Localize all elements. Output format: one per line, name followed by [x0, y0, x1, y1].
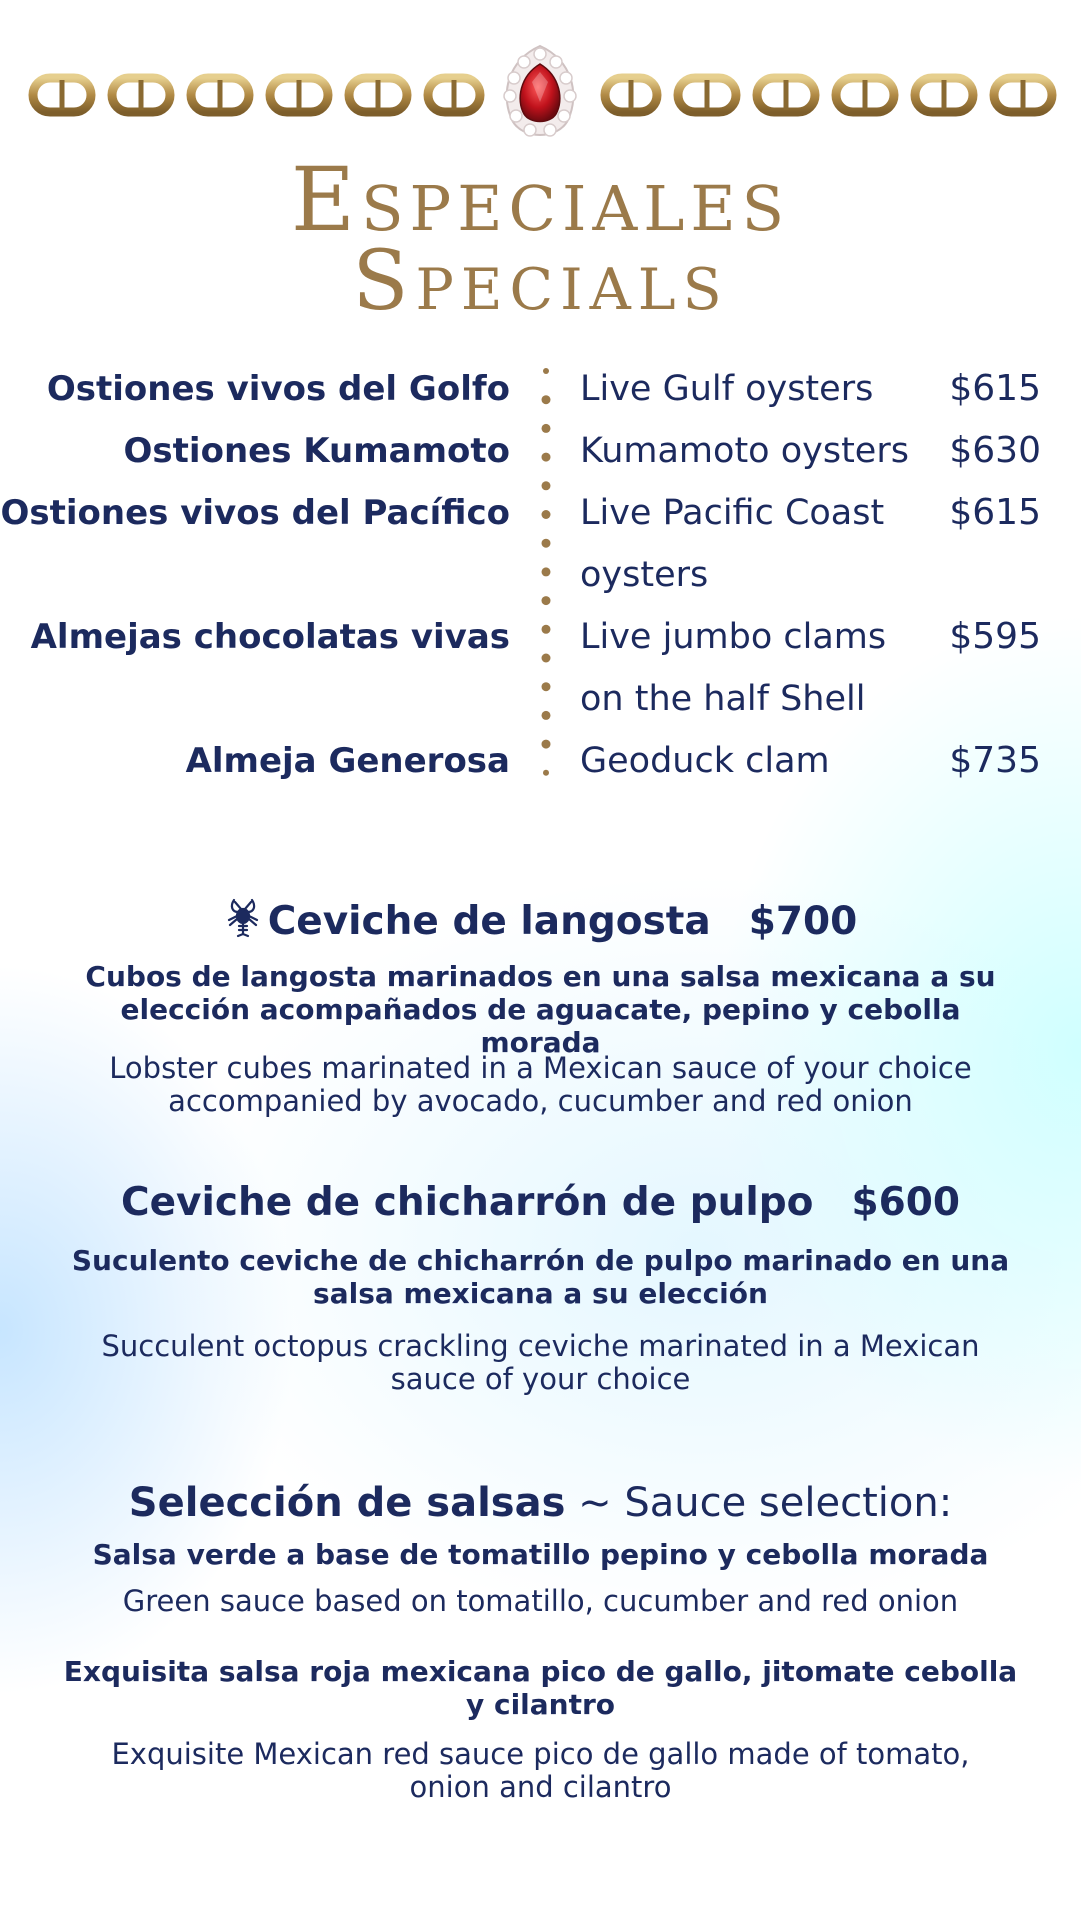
divider-dot	[542, 654, 551, 663]
desc-line: Cubos de langosta marinados en una salsa mexicana a su	[85, 960, 996, 993]
raw-item-en-cont: on the half Shell	[580, 679, 866, 719]
divider-dot	[542, 596, 551, 605]
desc-line: Lobster cubes marinated in a Mexican sauce of your choice	[109, 1051, 972, 1085]
raw-item-es: Ostiones vivos del Pacífico	[0, 493, 510, 533]
dish-desc-es	[60, 960, 1021, 1059]
divider-dot	[542, 740, 551, 749]
raw-item-en: Geoduck clam	[580, 741, 830, 781]
sauce-desc-es	[60, 1538, 1021, 1571]
desc-line: onion and cilantro	[409, 1770, 672, 1804]
divider-dot	[543, 368, 549, 374]
sauce-header-en: Sauce selection:	[624, 1480, 953, 1526]
chain-left-icon	[33, 78, 480, 112]
dish-desc-en	[60, 1330, 1021, 1396]
desc-line: Exquisita salsa roja mexicana pico de gallo, jitomate cebolla	[63, 1655, 1018, 1688]
lobster-icon	[224, 896, 262, 940]
raw-item-price: $615	[949, 368, 1041, 409]
desc-line: salsa mexicana a su elección	[313, 1277, 768, 1310]
raw-item-es: Ostiones Kumamoto	[123, 431, 510, 471]
divider-dot	[542, 682, 551, 691]
raw-item-price: $615	[949, 492, 1041, 533]
ruby-jewel-icon	[504, 46, 576, 136]
page-title-en: Specials	[352, 234, 729, 329]
desc-line: elección acompañados de aguacate, pepino y cebolla morada	[120, 993, 961, 1059]
desc-line: Succulent octopus crackling ceviche marinated in a Mexican	[101, 1329, 980, 1363]
page-title-es: Especiales	[290, 148, 791, 251]
desc-line: Exquisite Mexican red sauce pico de gallo made of tomato,	[111, 1737, 970, 1771]
divider-dot	[543, 770, 549, 776]
desc-line: accompanied by avocado, cucumber and red onion	[168, 1084, 913, 1118]
desc-line: sauce of your choice	[390, 1362, 691, 1396]
sauce-desc-en	[60, 1585, 1021, 1618]
divider-dot	[542, 539, 551, 548]
divider-dot	[542, 510, 551, 519]
desc-line: Green sauce based on tomatillo, cucumber and red onion	[122, 1584, 959, 1618]
dotted-divider	[541, 365, 551, 780]
dish-price: $700	[748, 899, 858, 944]
desc-line: Suculento ceviche de chicharrón de pulpo marinado en una	[71, 1244, 1010, 1277]
sauce-desc-en	[60, 1738, 1021, 1804]
raw-item-en-cont: oysters	[580, 555, 709, 595]
desc-line: Salsa verde a base de tomatillo pepino y cebolla morada	[92, 1538, 989, 1571]
raw-item-price: $595	[949, 616, 1041, 657]
raw-item-price: $630	[949, 430, 1041, 471]
raw-item-en: Live Gulf oysters	[580, 369, 874, 409]
raw-item-en: Live jumbo clams	[580, 617, 887, 657]
sauce-header-sep: ~	[565, 1480, 625, 1526]
raw-item-en: Kumamoto oysters	[580, 431, 909, 471]
dish-title: Ceviche de langosta	[267, 899, 711, 944]
sauce-section-header	[0, 1480, 1081, 1526]
divider-dot	[542, 395, 551, 404]
raw-item-es: Ostiones vivos del Golfo	[46, 369, 510, 409]
raw-item-en: Live Pacific Coast	[580, 493, 885, 533]
chain-right-icon	[605, 78, 1052, 112]
divider-dot	[542, 625, 551, 634]
raw-item-price: $735	[949, 740, 1041, 781]
chain-ornament	[0, 40, 1081, 150]
dish-title-row	[0, 896, 1081, 944]
divider-dot	[542, 711, 551, 720]
dish-price: $600	[851, 1180, 961, 1225]
sauce-header-es: Selección de salsas	[128, 1480, 566, 1526]
dish-desc-es	[60, 1244, 1021, 1310]
sauce-desc-es	[60, 1655, 1021, 1721]
divider-dot	[542, 567, 551, 576]
divider-dot	[542, 424, 551, 433]
divider-dot	[542, 481, 551, 490]
dish-title-row	[0, 1180, 1081, 1225]
dish-desc-en	[60, 1052, 1021, 1118]
dish-title: Ceviche de chicharrón de pulpo	[120, 1180, 814, 1225]
divider-dot	[542, 453, 551, 462]
raw-item-es: Almeja Generosa	[185, 741, 510, 781]
desc-line: y cilantro	[465, 1688, 616, 1721]
raw-item-es: Almejas chocolatas vivas	[30, 617, 510, 657]
